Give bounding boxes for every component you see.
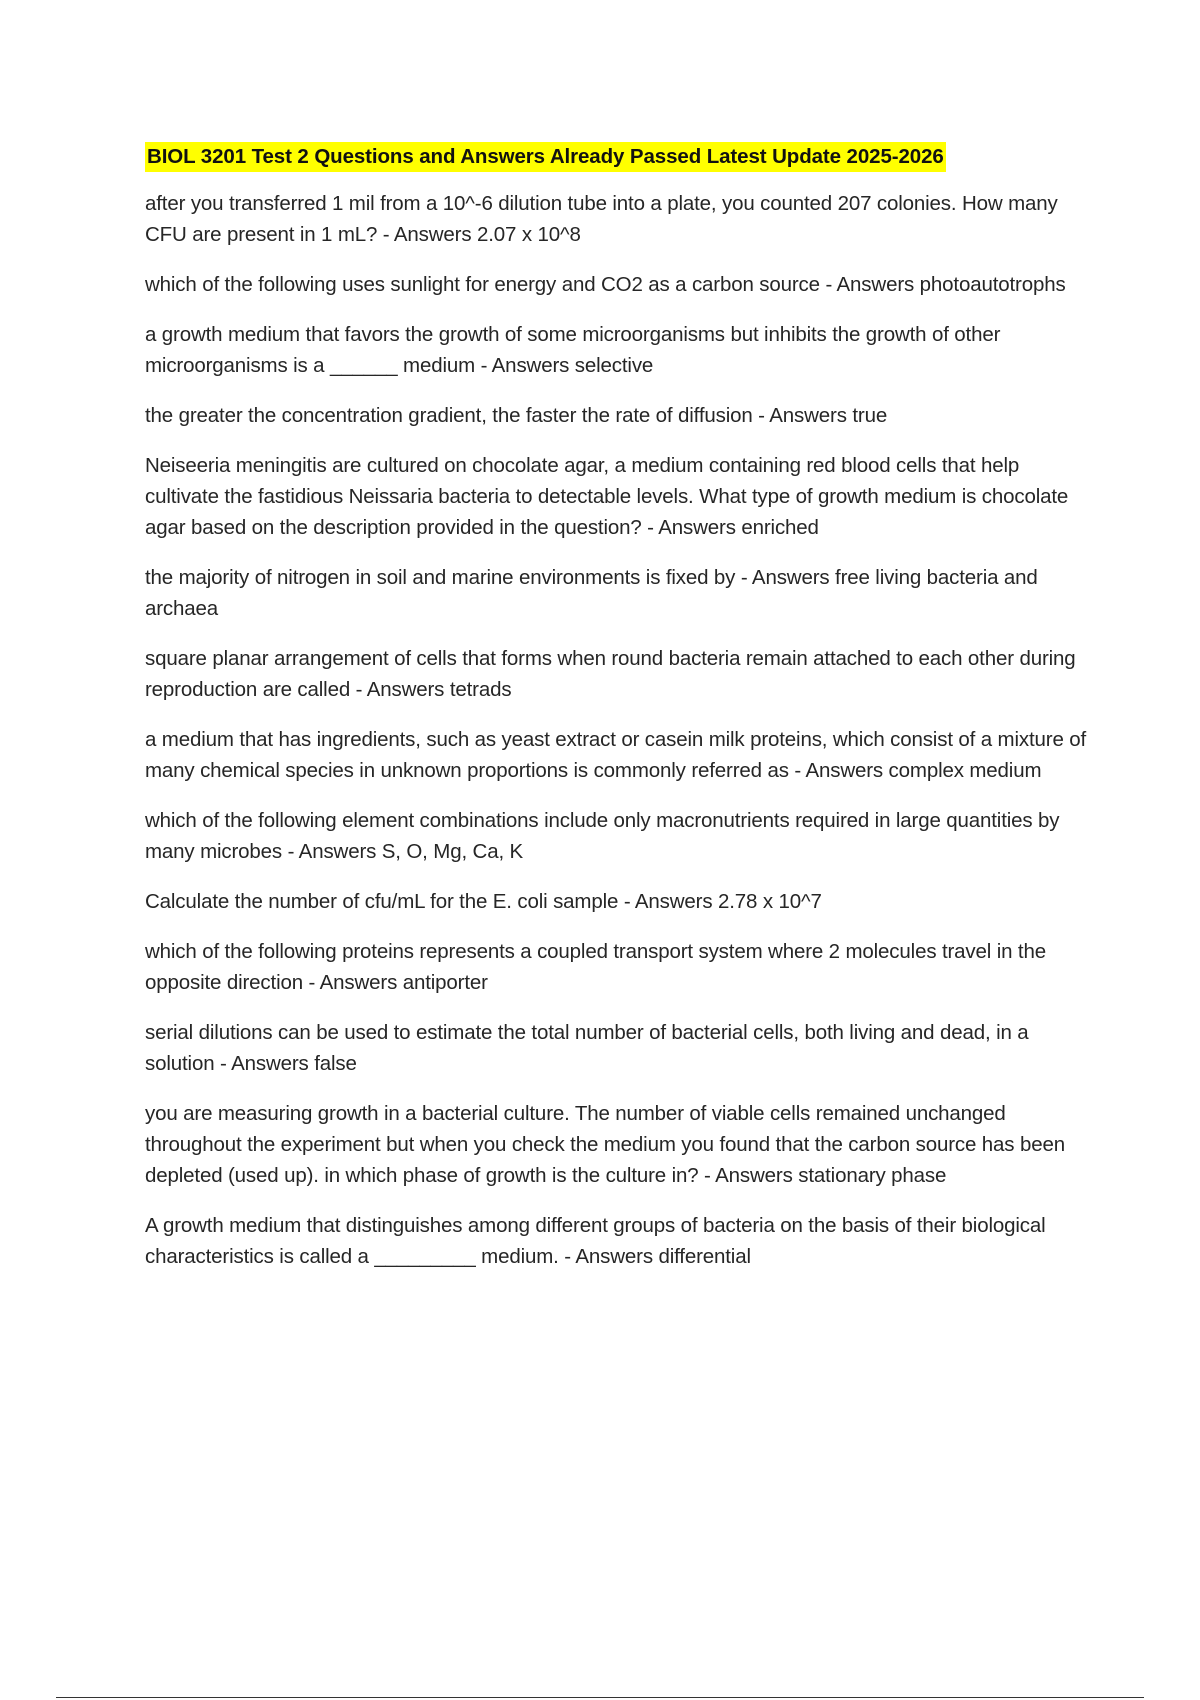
qa-item: Calculate the number of cfu/mL for the E. coli sample - Answers 2.78 x 10^7	[145, 890, 822, 913]
qa-list	[145, 188, 1095, 1272]
qa-item: which of the following proteins represents a coupled transport system where 2 molecules travel in the opposite direction - Answers antiporter	[145, 940, 1046, 994]
qa-item: which of the following uses sunlight for energy and CO2 as a carbon source - Answers photoautotrophs	[145, 273, 1066, 296]
qa-item: Neiseeria meningitis are cultured on chocolate agar, a medium containing red blood cells that help cultivate the fastidious Neissaria bacteria to detectable levels. What type of growth medium is chocolate agar based on the description provided in the question? - Answers enriched	[145, 454, 1069, 539]
qa-item: you are measuring growth in a bacterial culture. The number of viable cells remained unchanged throughout the experiment but when you check the medium you found that the carbon source has been depleted (used up). in which phase of growth is the culture in? - Answers stationary phase	[145, 1102, 1065, 1187]
qa-item: which of the following element combinations include only macronutrients required in large quantities by many microbes - Answers S, O, Mg, Ca, K	[145, 809, 1060, 863]
qa-item: square planar arrangement of cells that forms when round bacteria remain attached to each other during reproduction are called - Answers tetrads	[145, 647, 1076, 701]
qa-item: a medium that has ingredients, such as yeast extract or casein milk proteins, which consist of a mixture of many chemical species in unknown proportions is commonly referred as - Answers complex medium	[145, 728, 1087, 782]
document-content	[145, 142, 1095, 1291]
qa-item: the majority of nitrogen in soil and marine environments is fixed by - Answers free living bacteria and archaea	[145, 566, 1038, 620]
footer-divider	[56, 1697, 1144, 1698]
qa-item: after you transferred 1 mil from a 10^-6 dilution tube into a plate, you counted 207 colonies. How many CFU are present in 1 mL? - Answers 2.07 x 10^8	[145, 192, 1058, 246]
qa-item: a growth medium that favors the growth of some microorganisms but inhibits the growth of other microorganisms is a ______ medium - Answers selective	[145, 323, 1001, 377]
qa-item: the greater the concentration gradient, the faster the rate of diffusion - Answers true	[145, 404, 888, 427]
qa-item: serial dilutions can be used to estimate the total number of bacterial cells, both living and dead, in a solution - Answers false	[145, 1021, 1029, 1075]
document-title: BIOL 3201 Test 2 Questions and Answers Already Passed Latest Update 2025-2026	[145, 142, 946, 172]
qa-item: A growth medium that distinguishes among different groups of bacteria on the basis of their biological characteristics is called a _________ medium. - Answers differential	[145, 1214, 1046, 1268]
